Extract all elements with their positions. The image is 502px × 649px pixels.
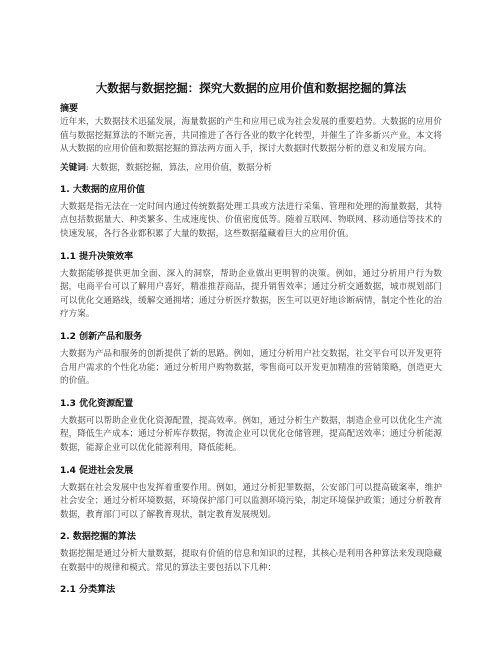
section-heading-1-3: 1.3 优化资源配置 — [60, 398, 134, 409]
keywords — [60, 161, 442, 175]
section-text-2: 数据挖掘是通过分析大量数据，提取有价值的信息和知识的过程，其核心是利用各种算法来发现隐藏在数据中的规律和模式。常见的算法主要包括以下几种： — [60, 549, 442, 573]
section-text-1: 大数据是指无法在一定时间内通过传统数据处理工具或方法进行采集、管理和处理的海量数据，其特点包括数据量大、种类繁多、生成速度快、价值密度低等。随着互联网、物联网、移动通信等技术的快速发展，各行各业都积累了大量的数据，这些数据蕴藏着巨大的应用价值。 — [60, 201, 442, 239]
section-heading-1-2: 1.2 创新产品和服务 — [60, 331, 143, 342]
section-heading-2: 2. 数据挖掘的算法 — [60, 532, 136, 543]
abstract-text: 近年来，大数据技术迅猛发展，海量数据的产生和应用已成为社会发展的重要趋势。大数据的应用价值与数据挖掘算法的不断完善，共同推进了各行各业的数字化转型，并催生了许多新兴产业。本文将从大数据的应用价值和数据挖掘的算法两方面入手，探讨大数据时代数据分析的意义和发展方向。 — [60, 117, 442, 155]
keywords-label: 关键词 — [60, 162, 86, 173]
section-text-1-2: 大数据为产品和服务的创新提供了新的思路。例如，通过分析用户社交数据，社交平台可以开发更符合用户需求的个性化功能；通过分析用户购物数据，零售商可以开发更加精准的营销策略，创造更大的价值。 — [60, 348, 442, 387]
abstract-label: 摘要 — [60, 104, 79, 114]
section-heading-1: 1. 大数据的应用价值 — [60, 184, 145, 195]
section-heading-2-1: 2.1 分类算法 — [60, 585, 116, 596]
keywords-text: : 大数据，数据挖掘，算法，应用价值，数据分析 — [85, 162, 272, 173]
section-text-1-4: 大数据在社会发展中也发挥着重要作用。例如，通过分析犯罪数据，公安部门可以提高破案率，维护社会安全；通过分析环境数据，环境保护部门可以监测环境污染，制定环境保护政策；通过分析教育数据，教育部门可以了解教育现状，制定教育发展规划。 — [60, 482, 442, 520]
section-heading-1-1: 1.1 提升决策效率 — [60, 251, 134, 262]
section-heading-1-4: 1.4 促进社会发展 — [60, 465, 134, 476]
document-title: 大数据与数据挖掘：探究大数据的应用价值和数据挖掘的算法 — [95, 81, 407, 95]
section-text-1-1: 大数据能够提供更加全面、深入的洞察，帮助企业做出更明智的决策。例如，通过分析用户行为数据，电商平台可以了解用户喜好，精准推荐商品，提升销售效率；通过分析交通数据，城市规划部门可以优化交通路线，缓解交通拥堵；通过分析医疗数据，医生可以更好地诊断病情，制定个性化的治疗方案。 — [60, 268, 442, 320]
section-text-1-3: 大数据可以帮助企业优化资源配置，提高效率。例如，通过分析生产数据，制造企业可以优化生产流程，降低生产成本；通过分析库存数据，物流企业可以优化仓储管理，提高配送效率；通过分析能源数据，能源企业可以优化能源利用，降低能耗。 — [60, 415, 442, 453]
